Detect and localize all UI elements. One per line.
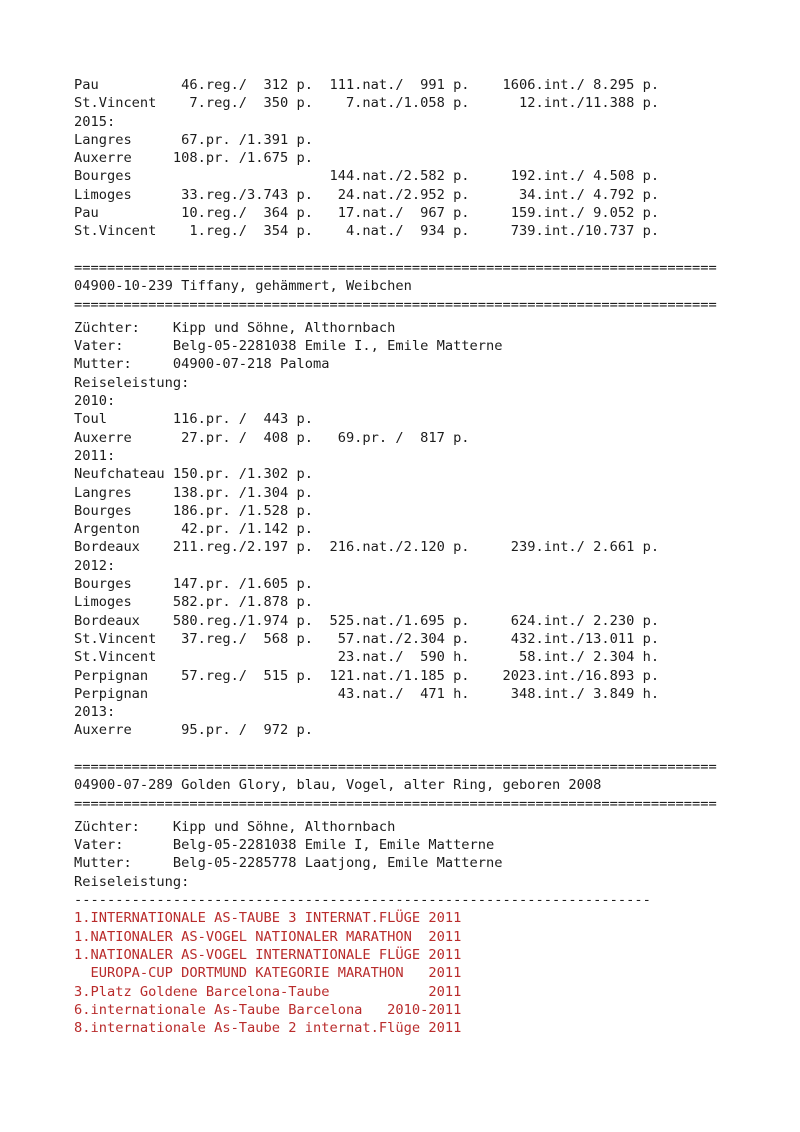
- separator-dashed: ----------------------------------------------------------------------: [74, 892, 651, 909]
- award-line: 1.INTERNATIONALE AS-TAUBE 3 INTERNAT.FLÜGE 2011: [74, 910, 462, 927]
- performance-line: Auxerre 27.pr. / 408 p. 69.pr. / 817 p.: [74, 429, 470, 446]
- performance-line: St.Vincent 37.reg./ 568 p. 57.nat./2.304 p. 432.int./13.011 p.: [74, 630, 660, 647]
- award-line: 3.Platz Goldene Barcelona-Taube 2011: [74, 983, 462, 1000]
- performance-line: St.Vincent 23.nat./ 590 h. 58.int./ 2.304 h.: [74, 649, 660, 666]
- result-line: Pau 10.reg./ 364 p. 17.nat./ 967 p. 159.int./ 9.052 p.: [74, 205, 660, 222]
- pedigree-line: Vater: Belg-05-2281038 Emile I, Emile Matterne: [74, 837, 495, 854]
- award-line: 6.internationale As-Taube Barcelona 2010-2011: [74, 1001, 462, 1018]
- performance-line: Perpignan 43.nat./ 471 h. 348.int./ 3.849 h.: [74, 685, 660, 702]
- separator-double: ==============================================================================: [74, 795, 717, 812]
- blank-line: [74, 740, 774, 758]
- performance-line: 2011:: [74, 447, 116, 464]
- pedigree-line: Züchter: Kipp und Söhne, Althornbach: [74, 818, 396, 835]
- pigeon-record-1: [74, 259, 774, 740]
- document-page: [74, 76, 774, 1037]
- separator-double: ==============================================================================: [74, 758, 717, 775]
- result-line: St.Vincent 1.reg./ 354 p. 4.nat./ 934 p. 739.int./10.737 p.: [74, 223, 660, 240]
- performance-line: Limoges 582.pr. /1.878 p.: [74, 594, 313, 611]
- result-line: Bourges 144.nat./2.582 p. 192.int./ 4.508 p.: [74, 168, 660, 185]
- pedigree-line: Reiseleistung:: [74, 374, 190, 391]
- result-line: Limoges 33.reg./3.743 p. 24.nat./2.952 p. 34.int./ 4.792 p.: [74, 186, 660, 203]
- performance-line: 2010:: [74, 393, 116, 410]
- performance-line: Toul 116.pr. / 443 p.: [74, 411, 313, 428]
- result-line: Auxerre 108.pr. /1.675 p.: [74, 150, 313, 167]
- performance-line: Bordeaux 580.reg./1.974 p. 525.nat./1.695 p. 624.int./ 2.230 p.: [74, 612, 660, 629]
- pedigree-line: Züchter: Kipp und Söhne, Althornbach: [74, 319, 396, 336]
- pedigree-line: Mutter: Belg-05-2285778 Laatjong, Emile Matterne: [74, 855, 503, 872]
- blank-line: [74, 241, 774, 259]
- result-line: Langres 67.pr. /1.391 p.: [74, 131, 313, 148]
- performance-line: Argenton 42.pr. /1.142 p.: [74, 521, 313, 538]
- pigeon-record-2: [74, 758, 774, 1037]
- result-line: Pau 46.reg./ 312 p. 111.nat./ 991 p. 1606.int./ 8.295 p.: [74, 77, 660, 93]
- pigeon-2-title: 04900-07-289 Golden Glory, blau, Vogel, alter Ring, geboren 2008: [74, 777, 602, 794]
- award-line: 8.internationale As-Taube 2 internat.Flüge 2011: [74, 1020, 462, 1037]
- pedigree-line: Reiseleistung:: [74, 873, 190, 890]
- performance-line: Bourges 147.pr. /1.605 p.: [74, 576, 313, 593]
- race-results-top: [74, 76, 774, 241]
- performance-line: Perpignan 57.reg./ 515 p. 121.nat./1.185 p. 2023.int./16.893 p.: [74, 667, 660, 684]
- performance-line: Langres 138.pr. /1.304 p.: [74, 484, 313, 501]
- performance-line: 2012:: [74, 557, 116, 574]
- pigeon-1-performance: [74, 392, 774, 740]
- performance-line: Neufchateau 150.pr. /1.302 p.: [74, 466, 313, 483]
- performance-line: 2013:: [74, 704, 116, 721]
- pedigree-line: Mutter: 04900-07-218 Paloma: [74, 356, 330, 373]
- pigeon-1-title: 04900-10-239 Tiffany, gehämmert, Weibchen: [74, 278, 412, 295]
- award-line: 1.NATIONALER AS-VOGEL NATIONALER MARATHON 2011: [74, 928, 462, 945]
- pedigree-line: Vater: Belg-05-2281038 Emile I., Emile Matterne: [74, 338, 503, 355]
- performance-line: Auxerre 95.pr. / 972 p.: [74, 722, 313, 739]
- performance-line: Bordeaux 211.reg./2.197 p. 216.nat./2.120 p. 239.int./ 2.661 p.: [74, 539, 660, 556]
- award-line: EUROPA-CUP DORTMUND KATEGORIE MARATHON 2011: [74, 965, 462, 982]
- pigeon-2-pedigree: [74, 818, 774, 891]
- pigeon-1-pedigree: [74, 319, 774, 392]
- performance-line: Bourges 186.pr. /1.528 p.: [74, 502, 313, 519]
- result-line: St.Vincent 7.reg./ 350 p. 7.nat./1.058 p. 12.int./11.388 p.: [74, 95, 660, 112]
- pigeon-2-awards: [74, 909, 774, 1037]
- award-line: 1.NATIONALER AS-VOGEL INTERNATIONALE FLÜGE 2011: [74, 946, 462, 963]
- result-line: 2015:: [74, 113, 116, 130]
- separator-double: ==============================================================================: [74, 259, 717, 276]
- separator-double: ==============================================================================: [74, 296, 717, 313]
